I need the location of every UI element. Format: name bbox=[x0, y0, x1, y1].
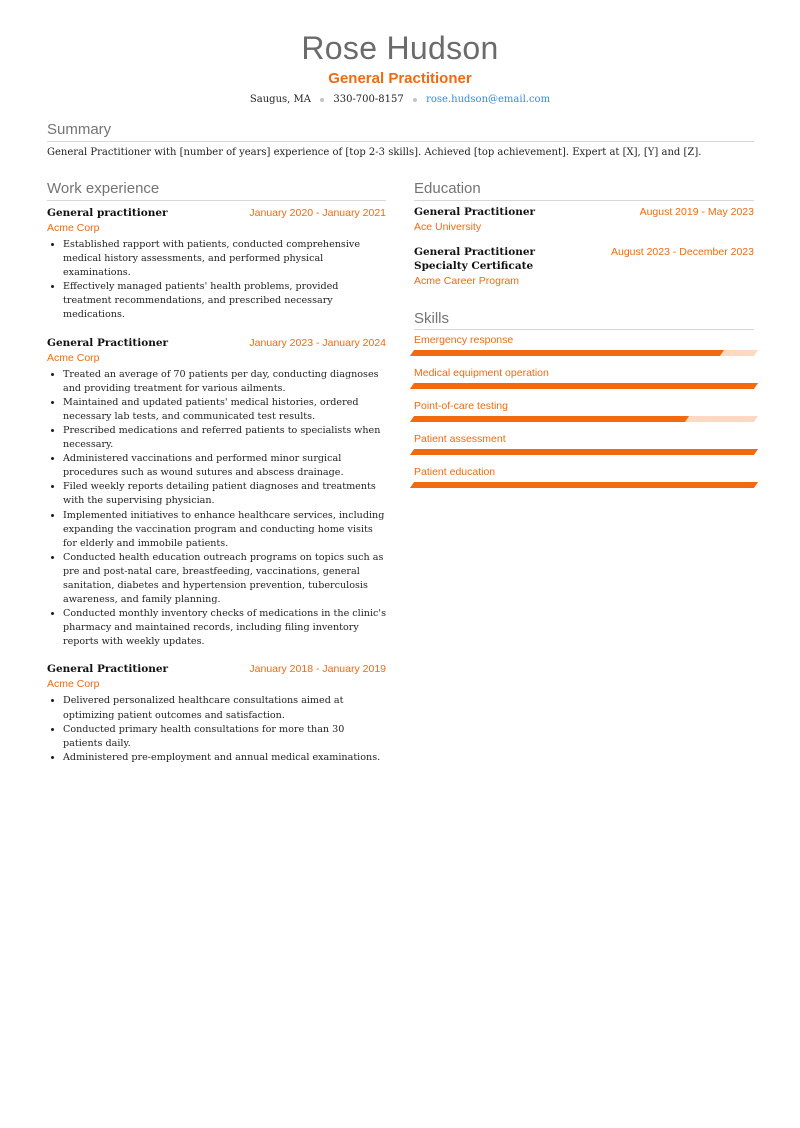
skill-fill bbox=[410, 383, 758, 389]
email-link[interactable]: rose.hudson@email.com bbox=[426, 94, 551, 105]
skills-heading: Skills bbox=[414, 310, 450, 327]
list-item: • Filed weekly reports detailing patient diagnoses and treatments with the supervising physician. bbox=[63, 480, 386, 508]
list-item: • Conducted monthly inventory checks of medications in the clinic's pharmacy and maintained records, including filing inventory reports with weekly updates. bbox=[63, 607, 386, 649]
work-column bbox=[47, 206, 386, 765]
skill-fill bbox=[410, 482, 758, 488]
separator-dot-icon bbox=[320, 98, 324, 102]
work-role: General Practitioner bbox=[47, 336, 169, 349]
skill-level-bar bbox=[412, 482, 756, 488]
summary-heading: Summary bbox=[47, 121, 112, 138]
list-item: • Administered vaccinations and performed minor surgical procedures such as wound sutures and abscess drainage. bbox=[63, 452, 386, 480]
education-org: Ace University bbox=[414, 221, 482, 233]
list-item: • Treated an average of 70 patients per day, conducting diagnoses and providing treatment for various ailments. bbox=[63, 368, 386, 396]
work-role: General practitioner bbox=[47, 207, 168, 219]
skill-level-bar bbox=[412, 416, 756, 422]
education-dates: August 2019 - May 2023 bbox=[639, 206, 754, 218]
education-divider bbox=[414, 200, 754, 201]
skill-item bbox=[412, 334, 756, 356]
work-dates: January 2018 - January 2019 bbox=[249, 663, 386, 676]
skill-fill bbox=[410, 416, 689, 422]
education-column bbox=[414, 205, 754, 288]
skill-item bbox=[412, 367, 756, 389]
skill-label: Patient education bbox=[414, 466, 496, 478]
list-item: • Established rapport with patients, conducted comprehensive medical history assessments, and performed physical examinations. bbox=[63, 238, 386, 280]
list-item: • Prescribed medications and referred patients to specialists when necessary. bbox=[63, 424, 386, 452]
list-item: • Administered pre-employment and annual medical examinations. bbox=[63, 751, 386, 765]
skill-label: Medical equipment operation bbox=[414, 367, 549, 379]
skill-item bbox=[412, 400, 756, 422]
separator-dot-icon bbox=[413, 98, 417, 102]
skill-label: Point-of-care testing bbox=[414, 400, 508, 412]
work-dates: January 2023 - January 2024 bbox=[249, 336, 386, 349]
skills-divider bbox=[414, 329, 754, 330]
list-item: • Conducted health education outreach programs on topics such as pre and post-natal care, breastfeeding, vaccinations, general sanitation, diabetes and hypertension prevention, tuberculosis awareness, and family planning. bbox=[63, 551, 386, 607]
work-org: Acme Corp bbox=[47, 222, 100, 234]
phone-text: 330-700-8157 bbox=[333, 94, 404, 105]
work-dates: January 2020 - January 2021 bbox=[249, 207, 386, 219]
work-org: Acme Corp bbox=[47, 678, 100, 691]
work-bullets bbox=[47, 368, 386, 650]
candidate-title: General Practitioner bbox=[328, 70, 472, 87]
work-divider bbox=[47, 200, 386, 201]
summary-divider bbox=[47, 141, 754, 142]
work-entry bbox=[47, 336, 386, 650]
skill-level-bar bbox=[412, 449, 756, 455]
education-dates: August 2023 - December 2023 bbox=[610, 246, 754, 258]
education-entry bbox=[414, 205, 754, 234]
skill-fill bbox=[410, 449, 758, 455]
skill-label: Patient assessment bbox=[414, 433, 506, 445]
education-heading: Education bbox=[414, 180, 481, 197]
list-item: • Maintained and updated patients' medical histories, ordered necessary lab tests, and communicated test results. bbox=[63, 396, 386, 424]
list-item: • Conducted primary health consultations for more than 30 patients daily. bbox=[63, 723, 386, 751]
summary-text: General Practitioner with [number of years] experience of [top 2-3 skills]. Achieved [top achievement]. Expert at [X], [Y] and [Z]. bbox=[47, 147, 702, 158]
work-heading: Work experience bbox=[47, 180, 160, 197]
skill-level-bar bbox=[412, 383, 756, 389]
education-role: General Practitioner bbox=[414, 206, 536, 218]
contact-line bbox=[0, 94, 800, 105]
work-entry bbox=[47, 662, 386, 764]
skill-item bbox=[412, 466, 756, 488]
education-org: Acme Career Program bbox=[414, 275, 520, 287]
list-item: • Implemented initiatives to enhance healthcare services, including expanding the vaccination program and conducting home visits for elderly and immobile patients. bbox=[63, 509, 386, 551]
work-bullets bbox=[47, 694, 386, 764]
skill-fill bbox=[410, 350, 724, 356]
work-role: General Practitioner bbox=[47, 663, 169, 676]
skill-label: Emergency response bbox=[414, 334, 514, 346]
list-item: • Delivered personalized healthcare consultations aimed at optimizing patient outcomes and satisfaction. bbox=[63, 694, 386, 722]
work-bullets bbox=[47, 238, 386, 323]
list-item: • Effectively managed patients' health problems, provided treatment recommendations, and prescribed necessary medications. bbox=[63, 280, 386, 322]
education-entry bbox=[414, 245, 754, 288]
skill-item bbox=[412, 433, 756, 455]
work-entry bbox=[47, 206, 386, 323]
location-text: Saugus, MA bbox=[249, 94, 311, 105]
candidate-name: Rose Hudson bbox=[301, 30, 499, 66]
education-role: General Practitioner Specialty Certificate bbox=[414, 246, 536, 272]
skill-level-bar bbox=[412, 350, 756, 356]
work-org: Acme Corp bbox=[47, 351, 100, 364]
